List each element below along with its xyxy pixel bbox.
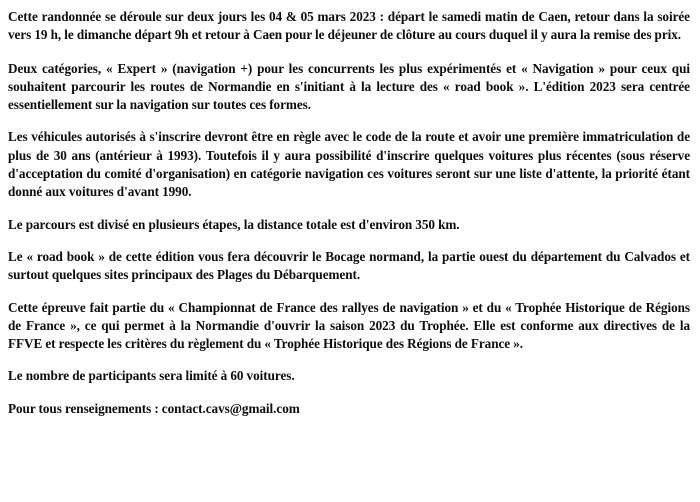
paragraph-road-book: Le « road book » de cette édition vous fera découvrir le Bocage normand, la partie ouest du département du Calvados et surtout quelques sites principaux des Plages du Débarquement. xyxy=(8,248,690,283)
paragraph-dates: Cette randonnée se déroule sur deux jours les 04 & 05 mars 2023 : départ le samedi matin de Caen, retour dans la soirée vers 19 h, le dimanche départ 9h et retour à Caen pour le déjeuner de clôture au cours duquel il y aura la remise des prix. xyxy=(8,9,690,43)
paragraph-contact: Pour tous renseignements : contact.cavs@gmail.com xyxy=(8,400,300,416)
paragraph-vehicle-rules: Les véhicules autorisés à s'inscrire devront être en règle avec le code de la route et avoir une première immatriculation de plus de 30 ans (antérieur à 1993). Toutefois il y aura possibilité d'inscrire quelques voitures plus récentes (sous réserve d'acceptation du comité d'organisation) en catégorie navigation ces voitures seront sur une liste d'attente, la priorité étant donné aux voitures d'avant 1990. xyxy=(8,129,690,200)
paragraph-participant-limit: Le nombre de participants sera limité à 60 voitures. xyxy=(8,368,295,384)
paragraph-categories: Deux catégories, « Expert » (navigation +) pour les concurrents les plus expérimentés et « Navigation » pour ceux qui souhaitent parcourir les routes de Normandie en s'initiant à la lecture des « road book ». L'édition 2023 sera centrée essentiellement sur la navigation sur toutes ces formes. xyxy=(8,60,690,113)
paragraph-championship: Cette épreuve fait partie du « Championnat de France des rallyes de navigation » et du « Trophée Historique de Régions de France », ce qui permet à la Normandie d'ouvrir la saison 2023 du Trophée. Elle est conforme aux directives de la FFVE et respecte les critères du règlement du « Trophée Historique des Régions de France ». xyxy=(8,299,690,352)
paragraph-route-distance: Le parcours est divisé en plusieurs étapes, la distance totale est d'environ 350 km. xyxy=(8,216,460,232)
